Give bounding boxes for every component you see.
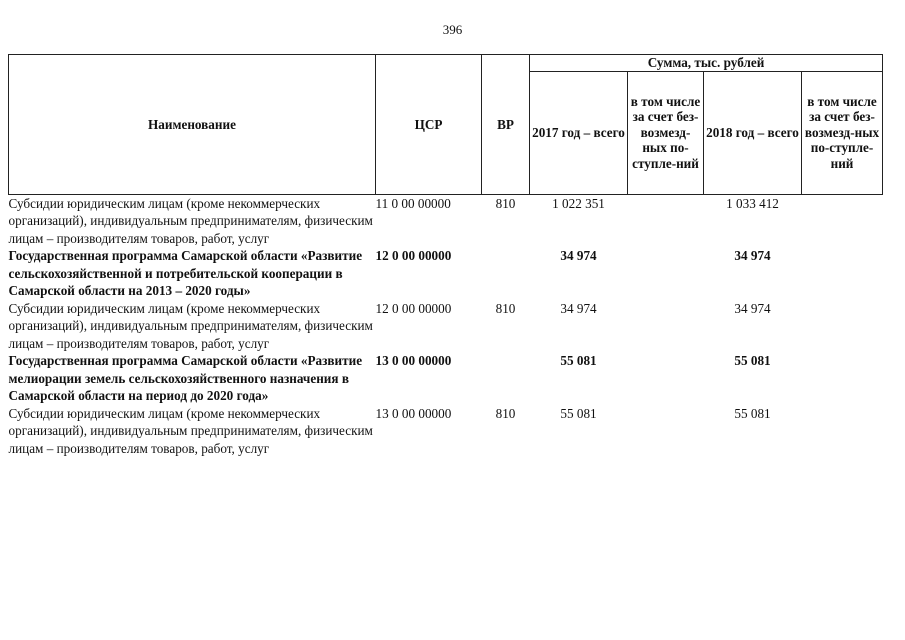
row-csr: 13 0 00 00000 — [375, 405, 452, 421]
row-2018-total: 34 974 — [734, 300, 771, 316]
row-name: Государственная программа Самарской области «Развитие сельскохозяйственной и потребительской кооперации в Самарской области на 2013 – 2020 годы» — [8, 248, 363, 298]
header-2018-total: 2018 год – всего — [704, 71, 802, 194]
row-2018-grants — [802, 247, 883, 300]
row-2018-total: 1 033 412 — [726, 195, 779, 211]
row-csr: 13 0 00 00000 — [375, 353, 452, 368]
row-vr — [482, 352, 530, 405]
row-2017-grants — [628, 300, 704, 353]
row-2017-grants — [628, 352, 704, 405]
header-2017-total: 2017 год – всего — [530, 71, 628, 194]
row-2017-total: 34 974 — [560, 248, 597, 263]
row-vr: 810 — [495, 195, 516, 211]
row-vr: 810 — [495, 300, 516, 316]
row-name: Субсидии юридическим лицам (кроме некоммерческих организаций), индивидуальным предпринимателям, физическим лицам – производителям товаров, работ, услуг — [8, 195, 373, 246]
row-2017-total: 55 081 — [560, 353, 597, 368]
row-2018-total: 55 081 — [734, 353, 771, 368]
header-sum-group: Сумма, тыс. рублей — [530, 55, 883, 72]
page-number: 396 — [442, 22, 463, 37]
table-row — [9, 194, 883, 247]
row-name: Субсидии юридическим лицам (кроме некоммерческих организаций), индивидуальным предпринимателям, физическим лицам – производителям товаров, работ, услуг — [8, 405, 373, 456]
row-csr: 11 0 00 00000 — [375, 195, 451, 211]
row-name: Субсидии юридическим лицам (кроме некоммерческих организаций), индивидуальным предпринимателям, физическим лицам – производителям товаров, работ, услуг — [8, 300, 373, 351]
row-2018-total: 34 974 — [734, 248, 771, 263]
header-vr: ВР — [482, 55, 530, 195]
row-csr: 12 0 00 00000 — [375, 248, 452, 263]
row-2018-grants — [802, 352, 883, 405]
table-row — [9, 352, 883, 405]
row-2017-grants — [628, 247, 704, 300]
header-2017-grants: в том числе за счет без-возмезд-ных по-ступле-ний — [628, 71, 704, 194]
row-name: Государственная программа Самарской области «Развитие мелиорации земель сельскохозяйственного назначения в Самарской области на период до 2020 года» — [8, 353, 363, 403]
row-2018-grants — [802, 405, 883, 458]
header-csr: ЦСР — [376, 55, 482, 195]
table-row — [9, 247, 883, 300]
row-2018-grants — [802, 300, 883, 353]
row-2017-total: 55 081 — [560, 405, 597, 421]
row-vr: 810 — [495, 405, 516, 421]
row-vr — [482, 247, 530, 300]
row-2017-grants — [628, 194, 704, 247]
row-2017-total: 1 022 351 — [552, 195, 605, 211]
row-2017-total: 34 974 — [560, 300, 597, 316]
header-name: Наименование — [9, 55, 376, 195]
row-2017-grants — [628, 405, 704, 458]
row-csr: 12 0 00 00000 — [375, 300, 452, 316]
row-2018-grants — [802, 194, 883, 247]
table-row — [9, 405, 883, 458]
table-row — [9, 300, 883, 353]
budget-table — [8, 54, 883, 457]
row-2018-total: 55 081 — [734, 405, 771, 421]
header-2018-grants: в том числе за счет без-возмезд-ных по-ступле-ний — [802, 71, 883, 194]
